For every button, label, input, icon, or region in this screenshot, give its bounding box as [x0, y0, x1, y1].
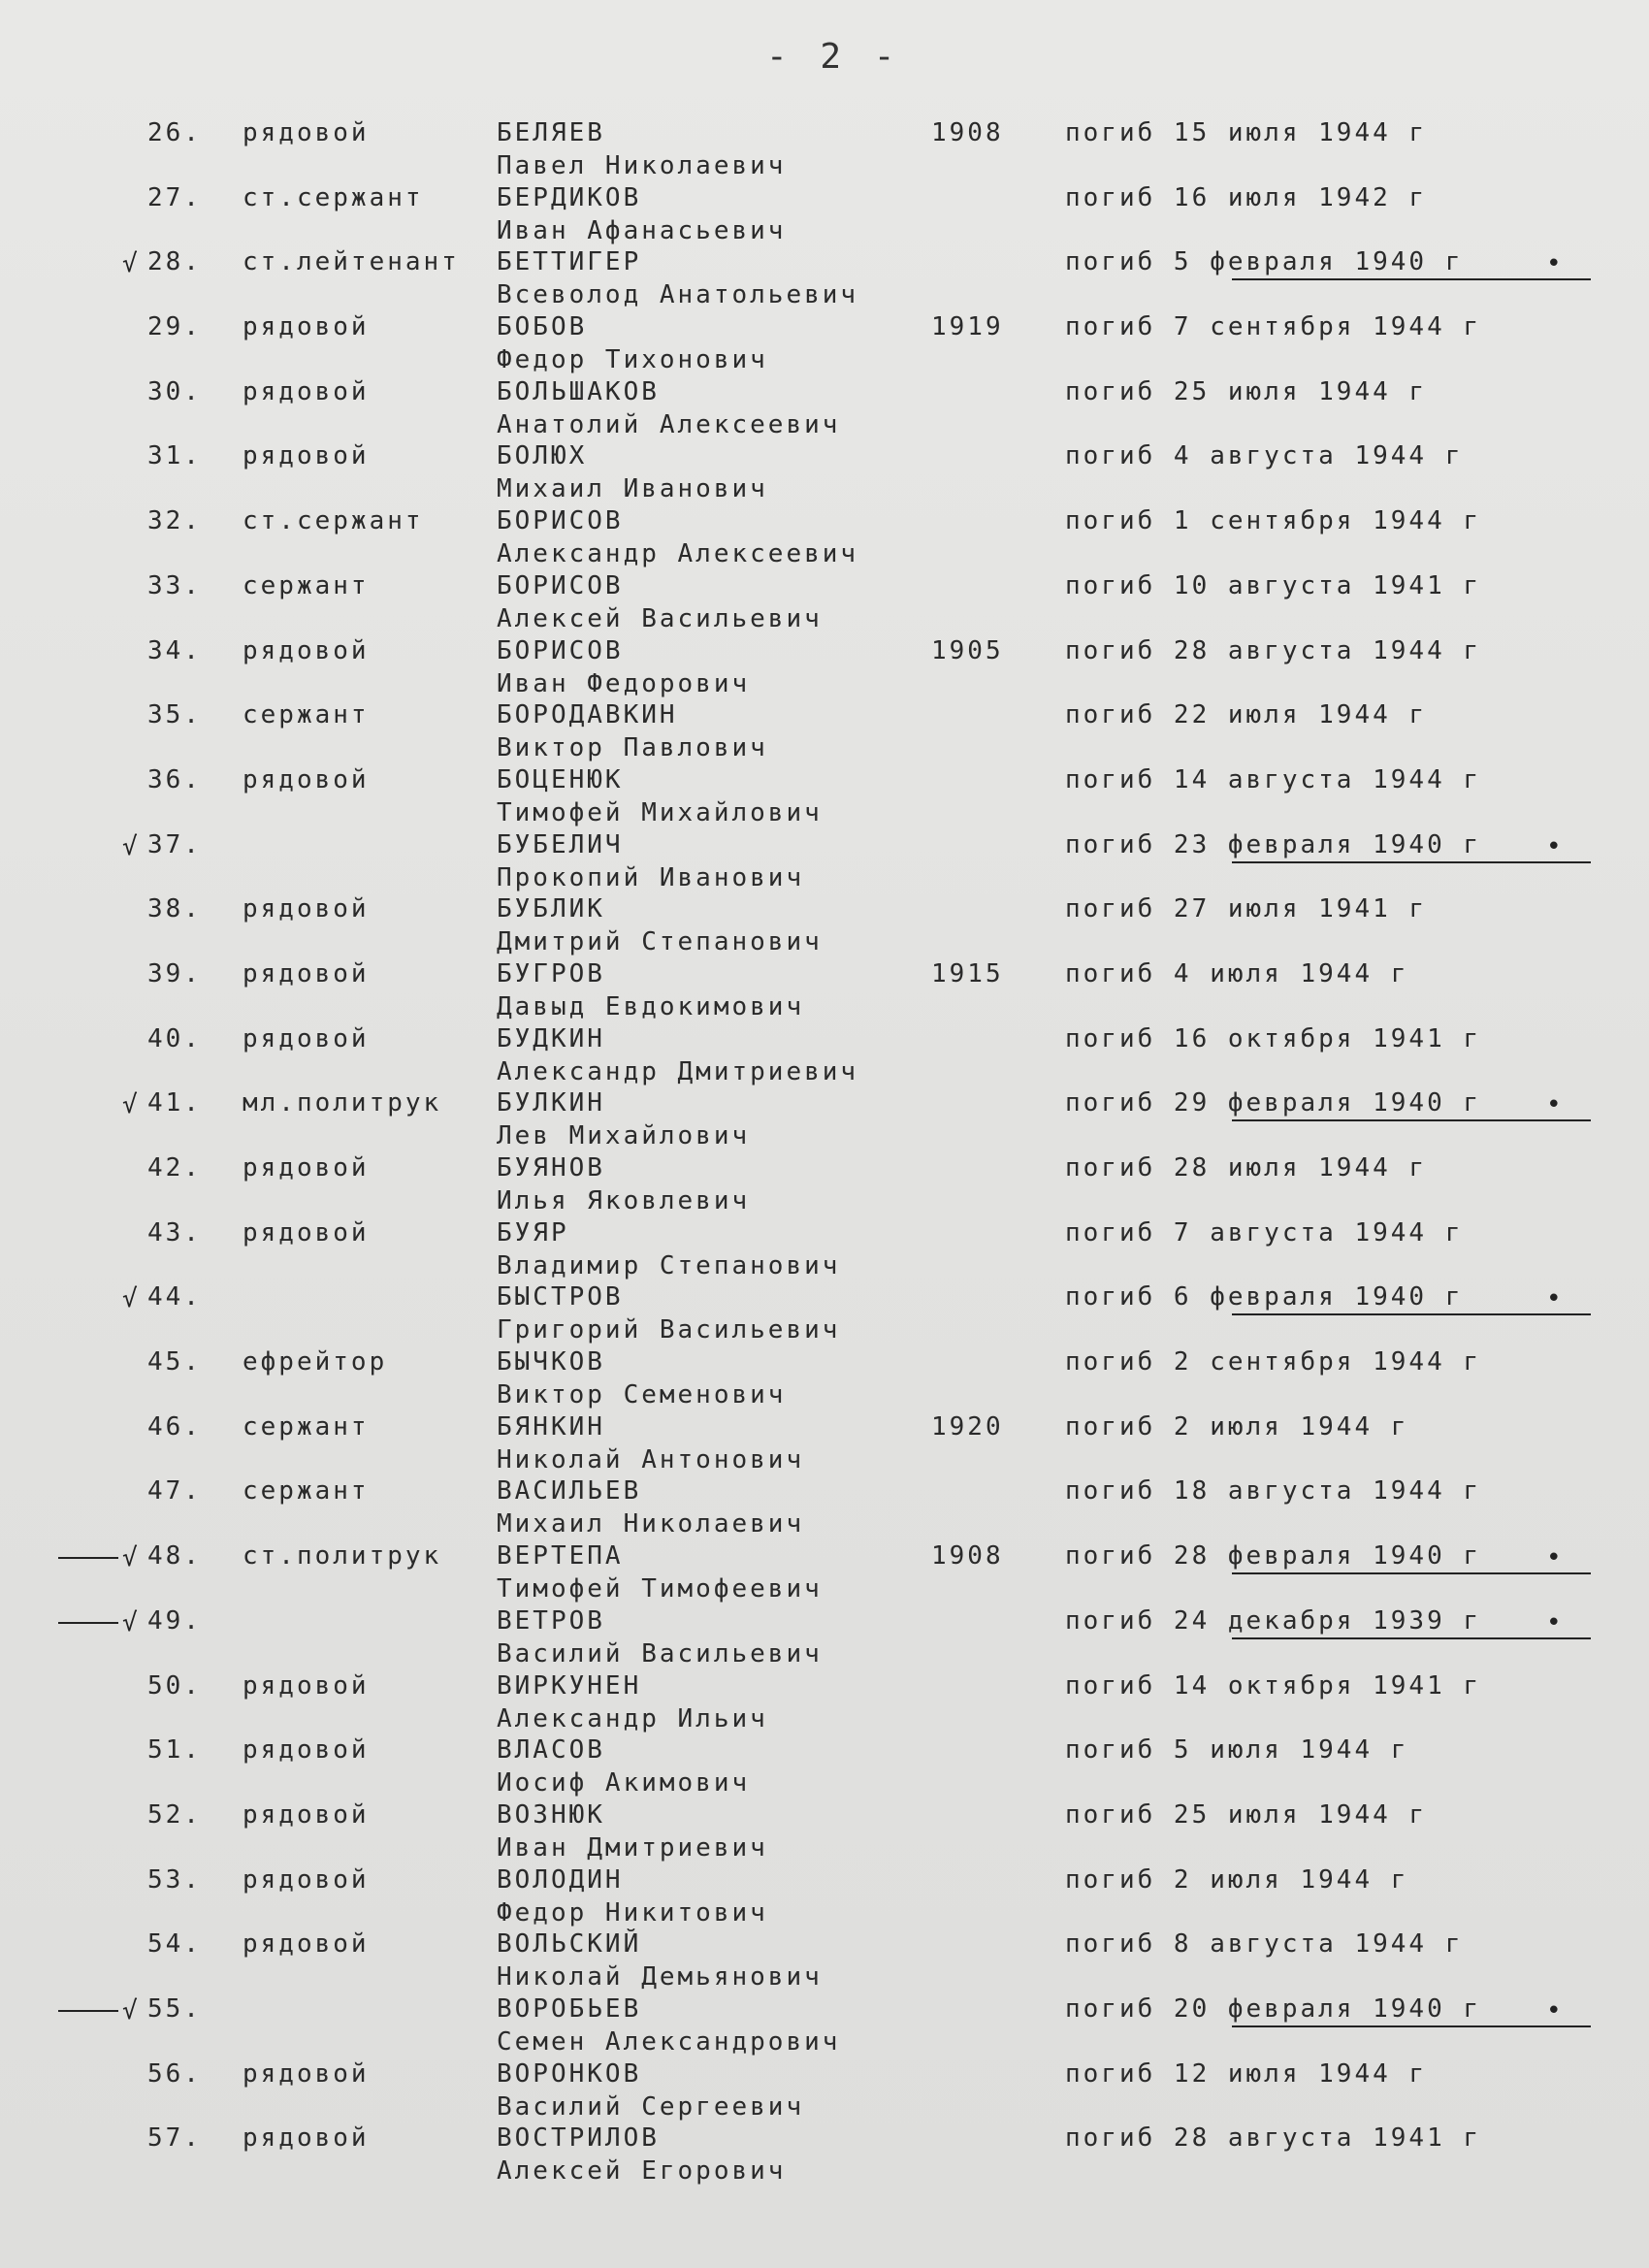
military-rank: рядовой: [242, 1799, 370, 1830]
military-rank: рядовой: [242, 2058, 370, 2089]
entry-number: 53.: [147, 1864, 202, 1895]
death-record: погиб 4 августа 1944 г: [1065, 441, 1464, 471]
military-rank: рядовой: [242, 1217, 370, 1247]
entry-number: 28.: [147, 247, 202, 277]
handwritten-underline: [1232, 2025, 1591, 2027]
military-rank: рядовой: [242, 441, 370, 471]
given-name-patronymic: Александр Дмитриевич: [497, 1056, 859, 1086]
given-name-patronymic: Иосиф Акимович: [497, 1768, 751, 1798]
birth-year: 1908: [931, 118, 1004, 147]
casualty-list: [0, 114, 1649, 2185]
given-name-patronymic: Михаил Николаевич: [497, 1509, 805, 1539]
handwritten-underline: [1232, 1637, 1591, 1639]
death-record: погиб 2 июля 1944 г: [1065, 1864, 1409, 1895]
dot-mark-icon: •: [1546, 831, 1562, 861]
entry-number: 38.: [147, 894, 202, 924]
surname: ВОРОНКОВ: [497, 2058, 642, 2089]
birth-year: 1920: [931, 1411, 1004, 1442]
entry-number: 47.: [147, 1476, 202, 1507]
surname: БОЦЕНЮК: [497, 764, 624, 794]
death-record: погиб 6 февраля 1940 г: [1065, 1282, 1464, 1312]
handwritten-dash: [58, 1557, 118, 1559]
list-item: [0, 2056, 1649, 2121]
entry-number: 44.: [147, 1282, 202, 1312]
entry-number: 37.: [147, 829, 202, 859]
given-name-patronymic: Алексей Васильевич: [497, 603, 823, 633]
dot-mark-icon: •: [1546, 1607, 1562, 1637]
given-name-patronymic: Лев Михайлович: [497, 1121, 751, 1151]
given-name-patronymic: Василий Васильевич: [497, 1638, 823, 1669]
military-rank: рядовой: [242, 376, 370, 406]
birth-year: 1905: [931, 635, 1004, 665]
list-item: [0, 1085, 1649, 1150]
given-name-patronymic: Василий Сергеевич: [497, 2091, 805, 2122]
list-item: [0, 373, 1649, 438]
page-number: - 2 -: [766, 37, 901, 77]
death-record: погиб 16 июля 1942 г: [1065, 182, 1428, 212]
given-name-patronymic: Федор Тихонович: [497, 345, 768, 375]
entry-number: 41.: [147, 1088, 202, 1118]
given-name-patronymic: Алексей Егорович: [497, 2156, 787, 2187]
military-rank: рядовой: [242, 1735, 370, 1766]
list-item: [0, 1926, 1649, 1991]
dot-mark-icon: •: [1546, 1543, 1562, 1573]
list-item: [0, 179, 1649, 244]
birth-year: 1908: [931, 1541, 1004, 1571]
entry-number: 31.: [147, 441, 202, 471]
entry-number: 27.: [147, 182, 202, 212]
list-item: [0, 761, 1649, 826]
death-record: погиб 23 февраля 1940 г: [1065, 829, 1482, 859]
handwritten-underline: [1232, 861, 1591, 863]
death-record: погиб 5 июля 1944 г: [1065, 1735, 1409, 1766]
military-rank: рядовой: [242, 1864, 370, 1895]
list-item: [0, 2120, 1649, 2185]
surname: БУДКИН: [497, 1023, 605, 1053]
surname: ВИРКУНЕН: [497, 1670, 642, 1701]
handwritten-underline: [1232, 1119, 1591, 1121]
given-name-patronymic: Дмитрий Степанович: [497, 927, 823, 957]
list-item: [0, 1344, 1649, 1409]
death-record: погиб 2 июля 1944 г: [1065, 1411, 1409, 1442]
given-name-patronymic: Михаил Иванович: [497, 474, 768, 504]
death-record: погиб 10 августа 1941 г: [1065, 570, 1482, 600]
entry-number: 43.: [147, 1217, 202, 1247]
military-rank: мл.политрук: [242, 1088, 442, 1118]
military-rank: ст.политрук: [242, 1541, 442, 1571]
list-item: [0, 1215, 1649, 1280]
death-record: погиб 28 июля 1944 г: [1065, 1153, 1428, 1183]
check-mark-icon: √: [122, 249, 138, 279]
list-item: [0, 1538, 1649, 1603]
military-rank: рядовой: [242, 764, 370, 794]
military-rank: рядовой: [242, 958, 370, 988]
birth-year: 1915: [931, 958, 1004, 988]
given-name-patronymic: Семен Александрович: [497, 2026, 841, 2057]
surname: ВОЗНЮК: [497, 1799, 605, 1830]
list-item: [0, 632, 1649, 697]
given-name-patronymic: Владимир Степанович: [497, 1250, 841, 1280]
death-record: погиб 1 сентября 1944 г: [1065, 506, 1482, 536]
given-name-patronymic: Анатолий Алексеевич: [497, 409, 841, 439]
death-record: погиб 28 августа 1944 г: [1065, 635, 1482, 665]
death-record: погиб 4 июля 1944 г: [1065, 958, 1409, 988]
death-record: погиб 2 сентября 1944 г: [1065, 1347, 1482, 1377]
military-rank: ст.сержант: [242, 506, 424, 536]
list-item: [0, 1279, 1649, 1344]
surname: БОРОДАВКИН: [497, 700, 678, 730]
entry-number: 48.: [147, 1541, 202, 1571]
check-mark-icon: √: [122, 1543, 138, 1573]
list-item: [0, 1797, 1649, 1862]
entry-number: 42.: [147, 1153, 202, 1183]
list-item: [0, 1409, 1649, 1474]
entry-number: 33.: [147, 570, 202, 600]
surname: БЯНКИН: [497, 1411, 605, 1442]
birth-year: 1919: [931, 312, 1004, 342]
given-name-patronymic: Тимофей Михайлович: [497, 797, 823, 827]
given-name-patronymic: Илья Яковлевич: [497, 1186, 751, 1215]
death-record: погиб 5 февраля 1940 г: [1065, 247, 1464, 277]
entry-number: 29.: [147, 312, 202, 342]
death-record: погиб 7 августа 1944 г: [1065, 1217, 1464, 1247]
military-rank: рядовой: [242, 635, 370, 665]
dot-mark-icon: •: [1546, 1284, 1562, 1314]
entry-number: 34.: [147, 635, 202, 665]
entry-number: 46.: [147, 1411, 202, 1442]
surname: БУБЛИК: [497, 894, 605, 924]
given-name-patronymic: Николай Демьянович: [497, 1962, 823, 1993]
death-record: погиб 28 августа 1941 г: [1065, 2123, 1482, 2154]
surname: ВЛАСОВ: [497, 1735, 605, 1766]
check-mark-icon: √: [122, 1090, 138, 1120]
entry-number: 49.: [147, 1605, 202, 1636]
surname: БОРИСОВ: [497, 570, 624, 600]
military-rank: рядовой: [242, 894, 370, 924]
dot-mark-icon: •: [1546, 1090, 1562, 1120]
death-record: погиб 28 февраля 1940 г: [1065, 1541, 1482, 1571]
surname: БЕЛЯЕВ: [497, 118, 605, 147]
entry-number: 57.: [147, 2123, 202, 2154]
surname: ВАСИЛЬЕВ: [497, 1476, 642, 1507]
surname: ВОЛЬСКИЙ: [497, 1929, 642, 1960]
check-mark-icon: √: [122, 1995, 138, 2025]
entry-number: 35.: [147, 700, 202, 730]
surname: БОЛЬШАКОВ: [497, 376, 660, 406]
list-item: [0, 114, 1649, 179]
military-rank: рядовой: [242, 2123, 370, 2154]
surname: БУЯР: [497, 1217, 569, 1247]
list-item: [0, 956, 1649, 1021]
list-item: [0, 1732, 1649, 1797]
list-item: [0, 891, 1649, 956]
given-name-patronymic: Иван Афанасьевич: [497, 215, 787, 245]
given-name-patronymic: Виктор Семенович: [497, 1380, 787, 1410]
death-record: погиб 16 октября 1941 г: [1065, 1023, 1482, 1053]
handwritten-dash: [58, 2010, 118, 2012]
death-record: погиб 29 февраля 1940 г: [1065, 1088, 1482, 1118]
military-rank: рядовой: [242, 1023, 370, 1053]
death-record: погиб 27 июля 1941 г: [1065, 894, 1428, 924]
death-record: погиб 7 сентября 1944 г: [1065, 312, 1482, 342]
given-name-patronymic: Федор Никитович: [497, 1897, 768, 1928]
military-rank: сержант: [242, 700, 370, 730]
entry-number: 56.: [147, 2058, 202, 2089]
death-record: погиб 22 июля 1944 г: [1065, 700, 1428, 730]
death-record: погиб 25 июля 1944 г: [1065, 376, 1428, 406]
surname: ВОРОБЬЕВ: [497, 1993, 642, 2024]
dot-mark-icon: •: [1546, 1995, 1562, 2025]
death-record: погиб 12 июля 1944 г: [1065, 2058, 1428, 2089]
surname: БОБОВ: [497, 312, 588, 342]
entry-number: 50.: [147, 1670, 202, 1701]
list-item: [0, 567, 1649, 632]
entry-number: 39.: [147, 958, 202, 988]
entry-number: 40.: [147, 1023, 202, 1053]
surname: ВЕРТЕПА: [497, 1541, 624, 1571]
death-record: погиб 14 октября 1941 г: [1065, 1670, 1482, 1701]
given-name-patronymic: Давыд Евдокимович: [497, 991, 805, 1021]
given-name-patronymic: Иван Федорович: [497, 668, 751, 698]
handwritten-underline: [1232, 1572, 1591, 1574]
entry-number: 55.: [147, 1993, 202, 2024]
list-item: [0, 1991, 1649, 2056]
surname: ВОСТРИЛОВ: [497, 2123, 660, 2154]
handwritten-dash: [58, 1622, 118, 1624]
surname: БУЛКИН: [497, 1088, 605, 1118]
given-name-patronymic: Александр Алексеевич: [497, 539, 859, 569]
given-name-patronymic: Николай Антонович: [497, 1444, 805, 1474]
handwritten-underline: [1232, 1313, 1591, 1315]
list-item: [0, 502, 1649, 567]
given-name-patronymic: Александр Ильич: [497, 1703, 768, 1733]
death-record: погиб 8 августа 1944 г: [1065, 1929, 1464, 1960]
entry-number: 26.: [147, 118, 202, 147]
check-mark-icon: √: [122, 831, 138, 861]
military-rank: рядовой: [242, 1670, 370, 1701]
military-rank: сержант: [242, 1476, 370, 1507]
surname: БУГРОВ: [497, 958, 605, 988]
death-record: погиб 15 июля 1944 г: [1065, 118, 1428, 147]
check-mark-icon: √: [122, 1607, 138, 1637]
military-rank: рядовой: [242, 1153, 370, 1183]
entry-number: 54.: [147, 1929, 202, 1960]
handwritten-underline: [1232, 278, 1591, 280]
military-rank: сержант: [242, 570, 370, 600]
list-item: [0, 826, 1649, 891]
military-rank: рядовой: [242, 118, 370, 147]
death-record: погиб 18 августа 1944 г: [1065, 1476, 1482, 1507]
entry-number: 45.: [147, 1347, 202, 1377]
entry-number: 32.: [147, 506, 202, 536]
military-rank: ефрейтор: [242, 1347, 388, 1377]
list-item: [0, 1150, 1649, 1215]
military-rank: ст.лейтенант: [242, 247, 460, 277]
surname: БОРИСОВ: [497, 635, 624, 665]
military-rank: сержант: [242, 1411, 370, 1442]
given-name-patronymic: Прокопий Иванович: [497, 862, 805, 892]
surname: БОЛЮХ: [497, 441, 588, 471]
death-record: погиб 14 августа 1944 г: [1065, 764, 1482, 794]
surname: БЕТТИГЕР: [497, 247, 642, 277]
entry-number: 52.: [147, 1799, 202, 1830]
list-item: [0, 308, 1649, 373]
surname: ВОЛОДИН: [497, 1864, 624, 1895]
list-item: [0, 243, 1649, 308]
given-name-patronymic: Тимофей Тимофеевич: [497, 1574, 823, 1604]
surname: БЕРДИКОВ: [497, 182, 642, 212]
death-record: погиб 20 февраля 1940 г: [1065, 1993, 1482, 2024]
surname: БОРИСОВ: [497, 506, 624, 536]
military-rank: ст.сержант: [242, 182, 424, 212]
military-rank: рядовой: [242, 312, 370, 342]
dot-mark-icon: •: [1546, 249, 1562, 279]
given-name-patronymic: Виктор Павлович: [497, 733, 768, 763]
given-name-patronymic: Всеволод Анатольевич: [497, 280, 859, 310]
surname: БУБЕЛИЧ: [497, 829, 624, 859]
given-name-patronymic: Иван Дмитриевич: [497, 1832, 768, 1863]
list-item: [0, 697, 1649, 761]
surname: ВЕТРОВ: [497, 1605, 605, 1636]
entry-number: 30.: [147, 376, 202, 406]
surname: БЫЧКОВ: [497, 1347, 605, 1377]
death-record: погиб 25 июля 1944 г: [1065, 1799, 1428, 1830]
given-name-patronymic: Григорий Васильевич: [497, 1315, 841, 1345]
list-item: [0, 1021, 1649, 1085]
entry-number: 36.: [147, 764, 202, 794]
military-rank: рядовой: [242, 1929, 370, 1960]
entry-number: 51.: [147, 1735, 202, 1766]
surname: БУЯНОВ: [497, 1153, 605, 1183]
death-record: погиб 24 декабря 1939 г: [1065, 1605, 1482, 1636]
list-item: [0, 1862, 1649, 1927]
given-name-patronymic: Павел Николаевич: [497, 151, 787, 180]
list-item: [0, 1473, 1649, 1538]
list-item: [0, 437, 1649, 502]
list-item: [0, 1603, 1649, 1668]
check-mark-icon: √: [122, 1284, 138, 1314]
list-item: [0, 1668, 1649, 1733]
surname: БЫСТРОВ: [497, 1282, 624, 1312]
